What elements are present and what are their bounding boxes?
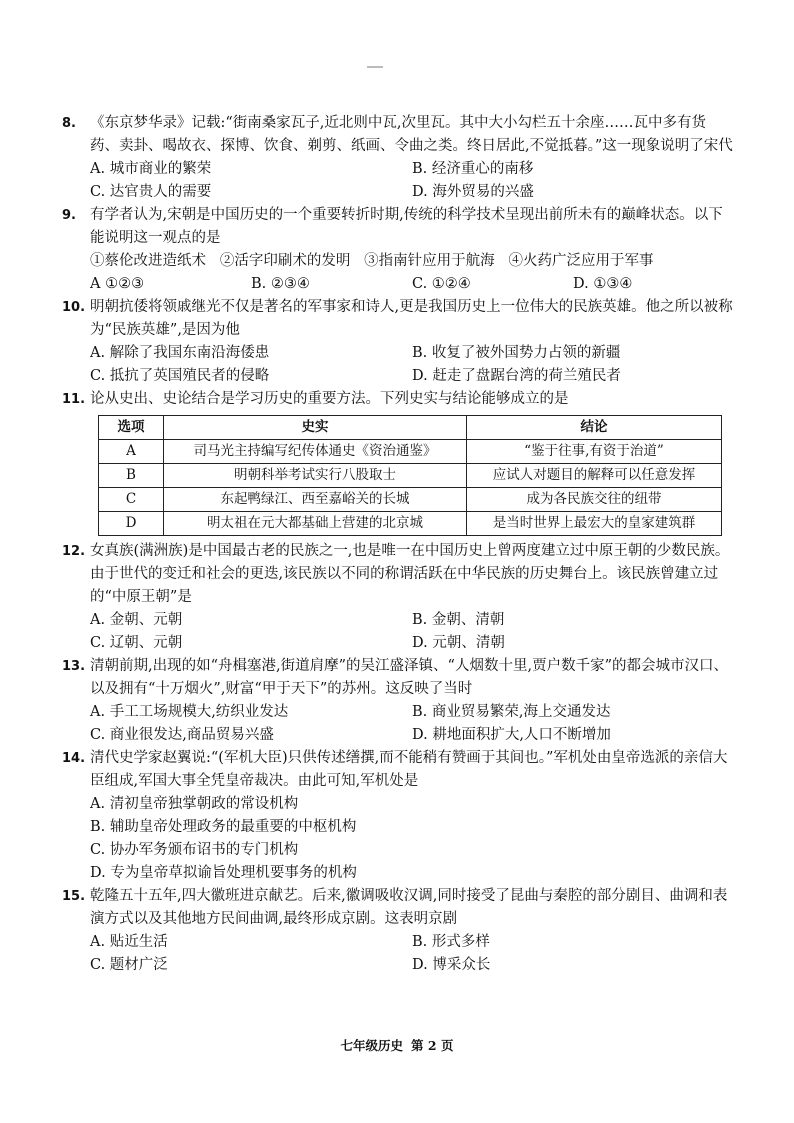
option-a: A. 清初皇帝独掌朝政的常设机构 [90,796,299,812]
table-cell: 成为各民族交往的纽带 [466,488,721,512]
table-cell: “鉴于往事,有资于治道” [466,440,721,464]
question-stem: 乾隆五十五年,四大徽班进京献艺。后来,徽调吸收汉调,同时接受了昆曲与秦腔的部分剧目、曲调和表演方式以及其他地方民间曲调,最终形成京剧。这表明京剧 [90,888,728,927]
option-b: B. 形式多样 [412,934,490,950]
option-b: B. 金朝、清朝 [412,612,505,628]
question-number: 8. [62,116,76,131]
option-d: D. ①③④ [573,276,633,292]
table-cell: D [99,512,164,536]
option-c: C. ①②④ [412,276,471,292]
option-a: A. 金朝、元朝 [90,612,183,628]
table-cell: 司马光主持编写纪传体通史《资治通鉴》 [164,440,467,464]
option-c: C. 题材广泛 [90,957,168,973]
table-cell: 明太祖在元大都基础上营建的北京城 [164,512,467,536]
option-b: B. 商业贸易繁荣,海上交通发达 [412,704,611,720]
question-stem: 论从史出、史论结合是学习历史的重要方法。下列史实与结论能够成立的是 [90,391,569,407]
table-header: 史实 [164,416,467,440]
question-list [62,112,734,977]
question-stem: 清代史学家赵翼说:“(军机大臣)只供传述缮撰,而不能稍有赞画于其间也。”军机处由皇帝选派的亲信大臣组成,军国大事全凭皇帝裁决。由此可知,军机处是 [90,750,728,789]
option-c: C. 抵抗了英国殖民者的侵略 [90,368,270,384]
question-number: 10. [62,300,86,315]
question-number: 9. [62,208,76,223]
scan-mark [367,66,383,68]
question-15 [62,885,734,977]
option-c: C. 商业很发达,商品贸易兴盛 [90,727,274,743]
question-9 [62,204,734,296]
question-8 [62,112,734,204]
footer-subject: 七年级历史 [340,1038,404,1053]
option-d: D. 元朝、清朝 [412,635,505,651]
option-d: D. 赶走了盘踞台湾的荷兰殖民者 [412,368,621,384]
question-stem: 有学者认为,宋朝是中国历史的一个重要转折时期,传统的科学技术呈现出前所未有的巅峰状态。以下能说明这一观点的是 [90,207,723,246]
table-cell: A [99,440,164,464]
option-a: A. 手工工场规模大,纺织业发达 [90,704,289,720]
option-b: B. ②③④ [251,276,310,292]
question-stem: 清朝前期,出现的如“舟楫塞港,街道肩摩”的吴江盛泽镇、“人烟数十里,贾户数千家”的都会城市汉口、以及拥有“十万烟火”,财富“甲于天下”的苏州。这反映了当时 [90,658,728,697]
option-c: C. 达官贵人的需要 [90,184,212,200]
page-footer [0,1036,794,1054]
option-c: C. 辽朝、元朝 [90,635,183,651]
option-d: D. 海外贸易的兴盛 [412,184,534,200]
footer-page-number: 第 2 页 [411,1038,454,1053]
table-cell: B [99,464,164,488]
question-12 [62,540,734,655]
table-cell: 东起鸭绿江、西至嘉峪关的长城 [164,488,467,512]
table-row [99,488,722,512]
question-stem: 女真族(满洲族)是中国最古老的民族之一,也是唯一在中国历史上曾两度建立过中原王朝的少数民族。由于世代的变迁和社会的更迭,该民族以不同的称谓活跃在中华民族的历史舞台上。该民族曾建立过的“中原王朝”是 [90,543,730,605]
option-b: B. 收复了被外国势力占领的新疆 [412,345,621,361]
option-c: C. 协办军务颁布诏书的专门机构 [90,842,299,858]
history-table [98,415,722,536]
table-header: 结论 [466,416,721,440]
table-cell: C [99,488,164,512]
question-stem: 《东京梦华录》记载:“街南桑家瓦子,近北则中瓦,次里瓦。其中大小勾栏五十余座……瓦中多有货药、卖卦、喝故衣、探博、饮食、剃剪、纸画、令曲之类。终日居此,不觉抵暮。”这一现象说明了宋代 [90,115,733,154]
question-14 [62,747,734,885]
question-11 [62,388,734,536]
question-stem: 明朝抗倭将领戚继光不仅是著名的军事家和诗人,更是我国历史上一位伟大的民族英雄。他之所以被称为“民族英雄”,是因为他 [90,299,733,338]
table-row [99,464,722,488]
option-d: D. 专为皇帝草拟谕旨处理机要事务的机构 [90,865,357,881]
table-header: 选项 [99,416,164,440]
option-a: A. 解除了我国东南沿海倭患 [90,345,270,361]
question-items: ①蔡伦改进造纸术 ②活字印刷术的发明 ③指南针应用于航海 ④火药广泛应用于军事 [90,253,654,269]
option-a: A. 城市商业的繁荣 [90,161,212,177]
table-cell: 是当时世界上最宏大的皇家建筑群 [466,512,721,536]
table-row [99,440,722,464]
option-b: B. 辅助皇帝处理政务的最重要的中枢机构 [90,819,357,835]
question-13 [62,655,734,747]
question-number: 14. [62,751,86,766]
table-cell: 应试人对题目的解释可以任意发挥 [466,464,721,488]
option-a: A ①②③ [90,276,145,292]
question-number: 15. [62,889,86,904]
table-cell: 明朝科举考试实行八股取士 [164,464,467,488]
question-number: 13. [62,659,86,674]
question-number: 12. [62,544,86,559]
option-d: D. 博采众长 [412,957,491,973]
question-number: 11. [62,392,86,407]
option-b: B. 经济重心的南移 [412,161,534,177]
option-d: D. 耕地面积扩大,人口不断增加 [412,727,611,743]
table-row [99,512,722,536]
question-10 [62,296,734,388]
option-a: A. 贴近生活 [90,934,168,950]
